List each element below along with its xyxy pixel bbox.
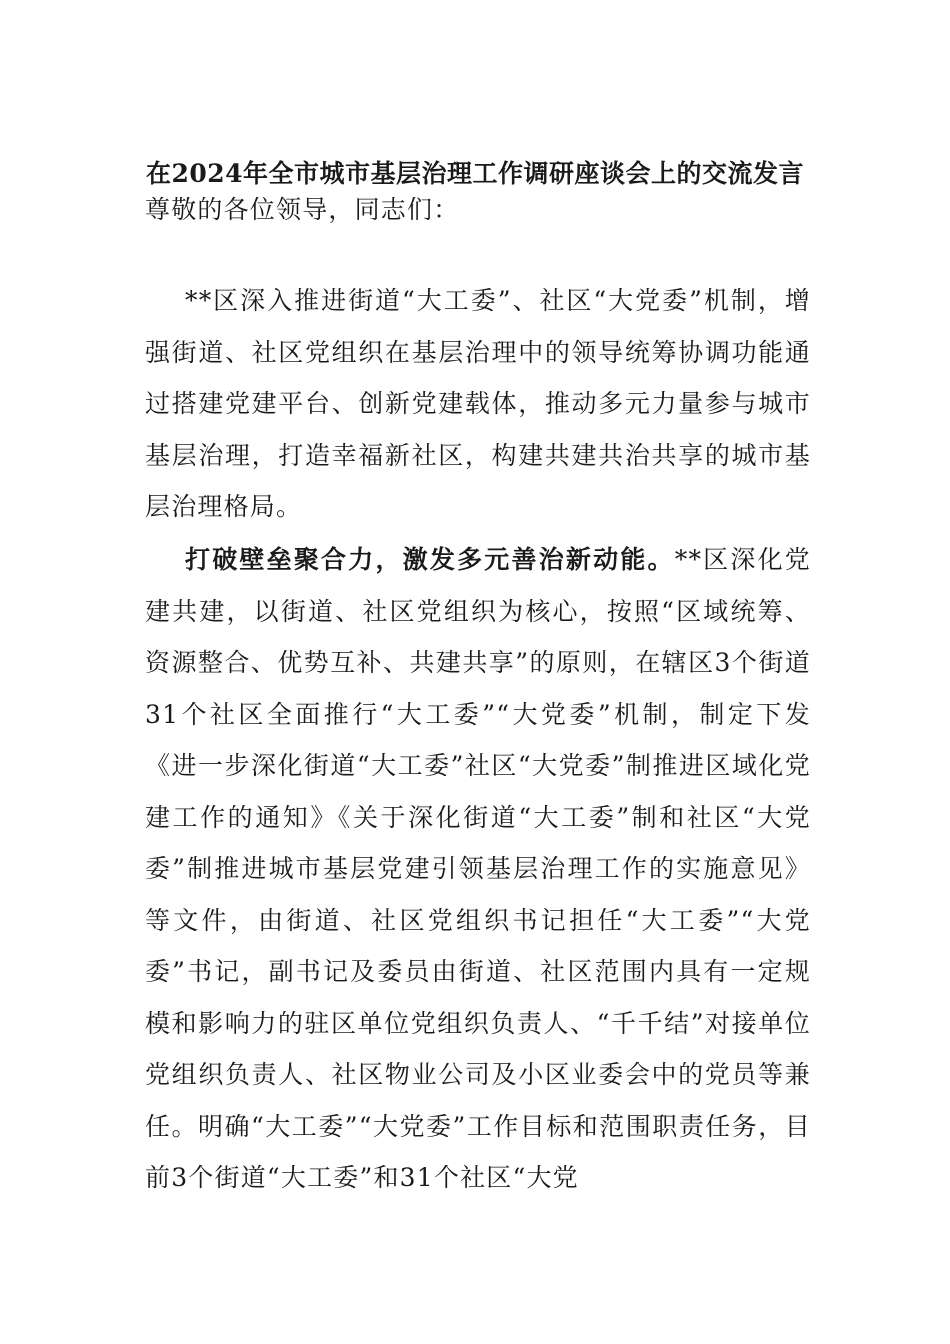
paragraph-intro-text: **区深入推进街道“大工委”、社区“大党委”机制，增强街道、社区党组织在基层治理中的领导统筹协调功能通过搭建党建平台、创新党建载体，推动多元力量参与城市基层治理，打造幸福新社区，构建共建共治共享的城市基层治理格局。 (145, 286, 811, 521)
paragraph-section-1 (145, 534, 811, 1204)
document-title: 在2024年全市城市基层治理工作调研座谈会上的交流发言 (145, 159, 805, 188)
paragraph-section-1-heading: 打破壁垒聚合力，激发多元善治新动能。 (185, 545, 675, 574)
paragraph-section-1-text: **区深化党建共建，以街道、社区党组织为核心，按照“区域统筹、资源整合、优势互补、共建共享”的原则，在辖区3个街道31个社区全面推行“大工委”“大党委”机制，制定下发《进一步深化街道“大工委”社区“大党委”制推进区域化党建工作的通知》《关于深化街道“大工委”制和社区“大党委”制推进城市基层党建引领基层治理工作的实施意见》等文件，由街道、社区党组织书记担任“大工委”“大党委”书记，副书记及委员由街道、社区范围内具有一定规模和影响力的驻区单位党组织负责人、“千千结”对接单位党组织负责人、社区物业公司及小区业委会中的党员等兼任。明确“大工委”“大党委”工作目标和范围职责任务，目前3个街道“大工委”和31个社区“大党 (145, 545, 812, 1192)
greeting-line: 尊敬的各位领导，同志们： (145, 195, 460, 224)
paragraph-intro (145, 275, 811, 533)
